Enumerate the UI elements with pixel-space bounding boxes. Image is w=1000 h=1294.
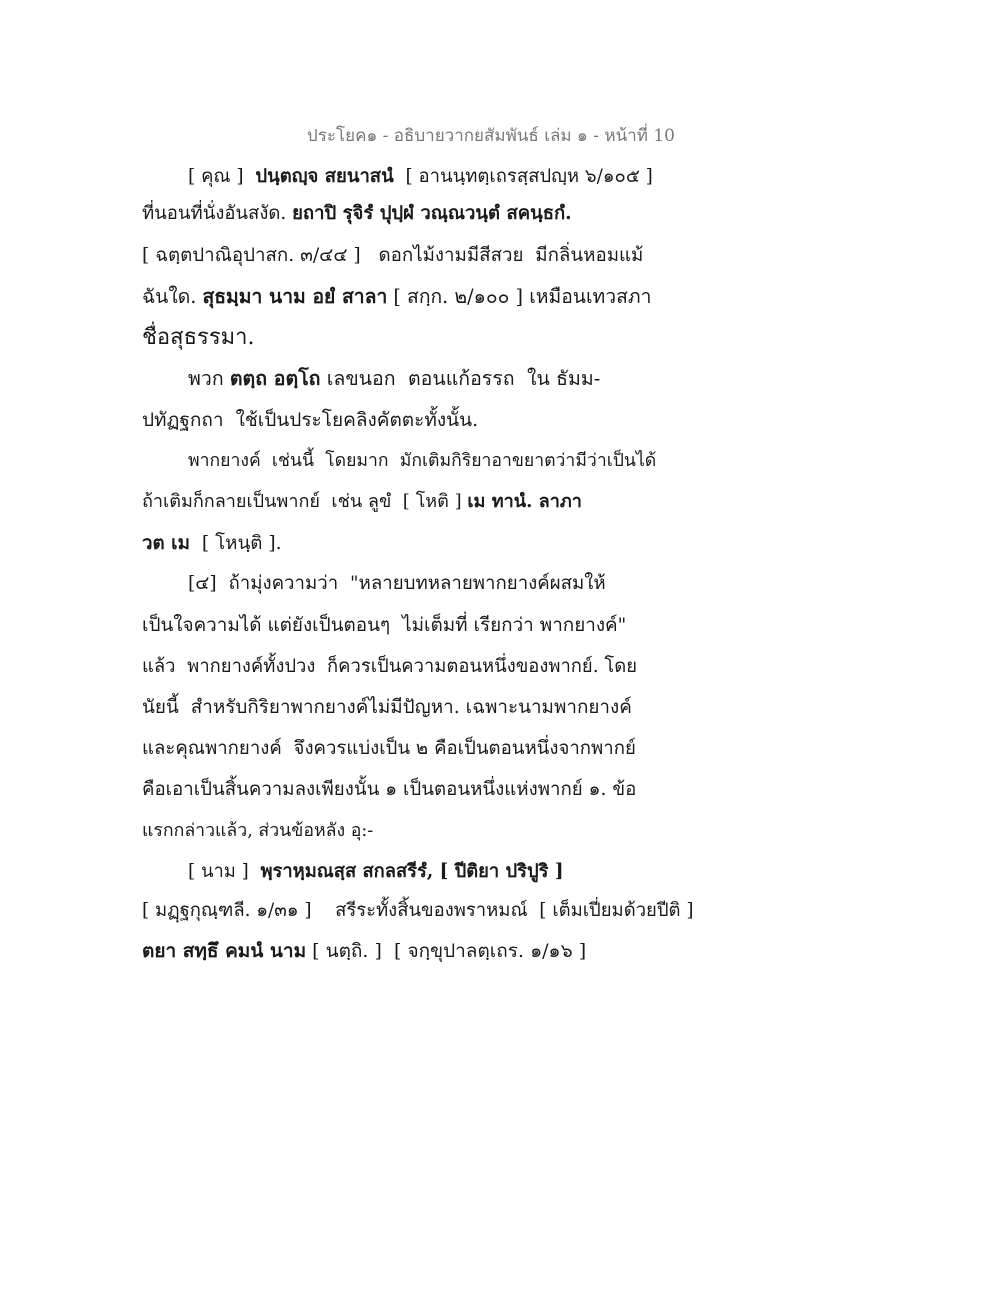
text-line bbox=[142, 284, 651, 310]
bold-pali-text: ปนฺตญฺจ สยนาสนํ bbox=[255, 166, 394, 187]
bold-pali-text: สุธมฺมา นาม อยํ สาลา bbox=[202, 285, 388, 308]
text-line bbox=[142, 938, 586, 964]
text-line bbox=[142, 695, 632, 721]
text-line bbox=[188, 571, 606, 597]
text-segment: นัยนี้ สำหรับกิริยาพากยางค์ไม่มีปัญหา. เฉพาะนามพากยางค์ bbox=[142, 697, 632, 718]
text-line bbox=[142, 736, 636, 762]
text-line bbox=[142, 530, 282, 557]
text-line bbox=[188, 366, 600, 392]
text-segment: [๔] ถ้ามุ่งความว่า "หลายบทหลายพากยางค์ผสมให้ bbox=[188, 573, 606, 594]
text-segment: [ นาม ] bbox=[188, 861, 261, 882]
text-line bbox=[142, 654, 637, 680]
text-line bbox=[142, 612, 626, 638]
text-segment: เลขนอก ตอนแก้อรรถ ใน ธัมม- bbox=[320, 367, 601, 390]
text-line bbox=[188, 448, 656, 474]
text-line bbox=[142, 243, 643, 269]
text-segment: เป็นใจความได้ แต่ยังเป็นตอนๆ ไม่เต็มที่ เรียกว่า พากยางค์" bbox=[142, 614, 627, 636]
text-line bbox=[188, 859, 564, 885]
text-segment: ชื่อสุธรรมา. bbox=[142, 325, 255, 350]
text-segment: [ อานนฺทตฺเถรสฺสปญฺห ๖/๑๐๕ ] bbox=[393, 166, 653, 187]
text-line bbox=[142, 777, 636, 803]
text-segment: [ สกฺก. ๒/๑๐๐ ] เหมือนเทวสภา bbox=[387, 285, 652, 308]
bold-pali-text: ยถาปิ รุจิรํ ปุปฺผํ วณฺณวนฺตํ สคนฺธกํ. bbox=[292, 203, 572, 224]
text-segment: แรกกล่าวแล้ว, ส่วนข้อหลัง อุ:- bbox=[142, 821, 374, 841]
text-line bbox=[142, 818, 373, 844]
text-segment: ปทัฏฐกถา ใช้เป็นประโยคลิงคัตตะทั้งนั้น. bbox=[142, 409, 479, 431]
text-line bbox=[142, 489, 582, 515]
text-segment: คือเอาเป็นสิ้นความลงเพียงนั้น ๑ เป็นตอนหนึ่งแห่งพากย์ ๑. ข้อ bbox=[142, 779, 637, 800]
text-segment: [ นตฺถิ. ] [ จกฺขุปาลตฺเถร. ๑/๑๖ ] bbox=[306, 940, 587, 962]
text-segment: [ มฏฺฐกุณฺฑลี. ๑/๓๑ ] สรีระทั้งสิ้นของพราหมณ์ [ เต็มเปี่ยมด้วยปีติ ] bbox=[142, 900, 694, 921]
text-segment: [ คุณ ] bbox=[188, 166, 256, 187]
page-header: ประโยค๑ - อธิบายวากยสัมพันธ์ เล่ม ๑ - หน้าที่ 10 bbox=[306, 126, 675, 146]
text-segment: [ ฉตฺตปาณิอุปาสก. ๓/๔๔ ] ดอกไม้งามมีสีสวย มีกลิ่นหอมแม้ bbox=[142, 245, 644, 266]
text-segment: ฉันใด. bbox=[142, 285, 203, 308]
text-segment: แล้ว พากยางค์ทั้งปวง ก็ควรเป็นความตอนหนึ่งของพากย์. โดย bbox=[142, 656, 638, 677]
text-segment: พวก bbox=[188, 367, 230, 390]
text-line bbox=[142, 407, 478, 433]
text-line bbox=[142, 898, 694, 924]
bold-pali-text: ตตฺถ อตฺโถ bbox=[229, 367, 321, 390]
text-line bbox=[188, 164, 653, 190]
bold-pali-text: ตยา สทฺธึ คมนํ นาม bbox=[142, 940, 307, 962]
bold-pali-text: เม ทานํ. ลาภา bbox=[467, 491, 582, 512]
text-segment: พากยางค์ เช่นนี้ โดยมาก มักเติมกิริยาอาขยาตว่ามีว่าเป็นได้ bbox=[188, 451, 657, 471]
bold-pali-text: พฺราหฺมณสฺส สกลสรีรํ, [ ปีติยา ปริปูริ ] bbox=[260, 861, 564, 882]
bold-pali-text: วต เม bbox=[142, 532, 190, 554]
text-segment: [ โหนฺติ ]. bbox=[189, 533, 282, 554]
text-segment: ถ้าเติมก็กลายเป็นพากย์ เช่น ลูขํ [ โหติ ] bbox=[142, 491, 468, 512]
text-line bbox=[142, 201, 572, 227]
text-line bbox=[142, 325, 254, 351]
text-segment: ที่นอนที่นั่งอันสงัด. bbox=[142, 203, 293, 224]
text-segment: และคุณพากยางค์ จึงควรแบ่งเป็น ๒ คือเป็นตอนหนึ่งจากพากย์ bbox=[142, 738, 636, 759]
